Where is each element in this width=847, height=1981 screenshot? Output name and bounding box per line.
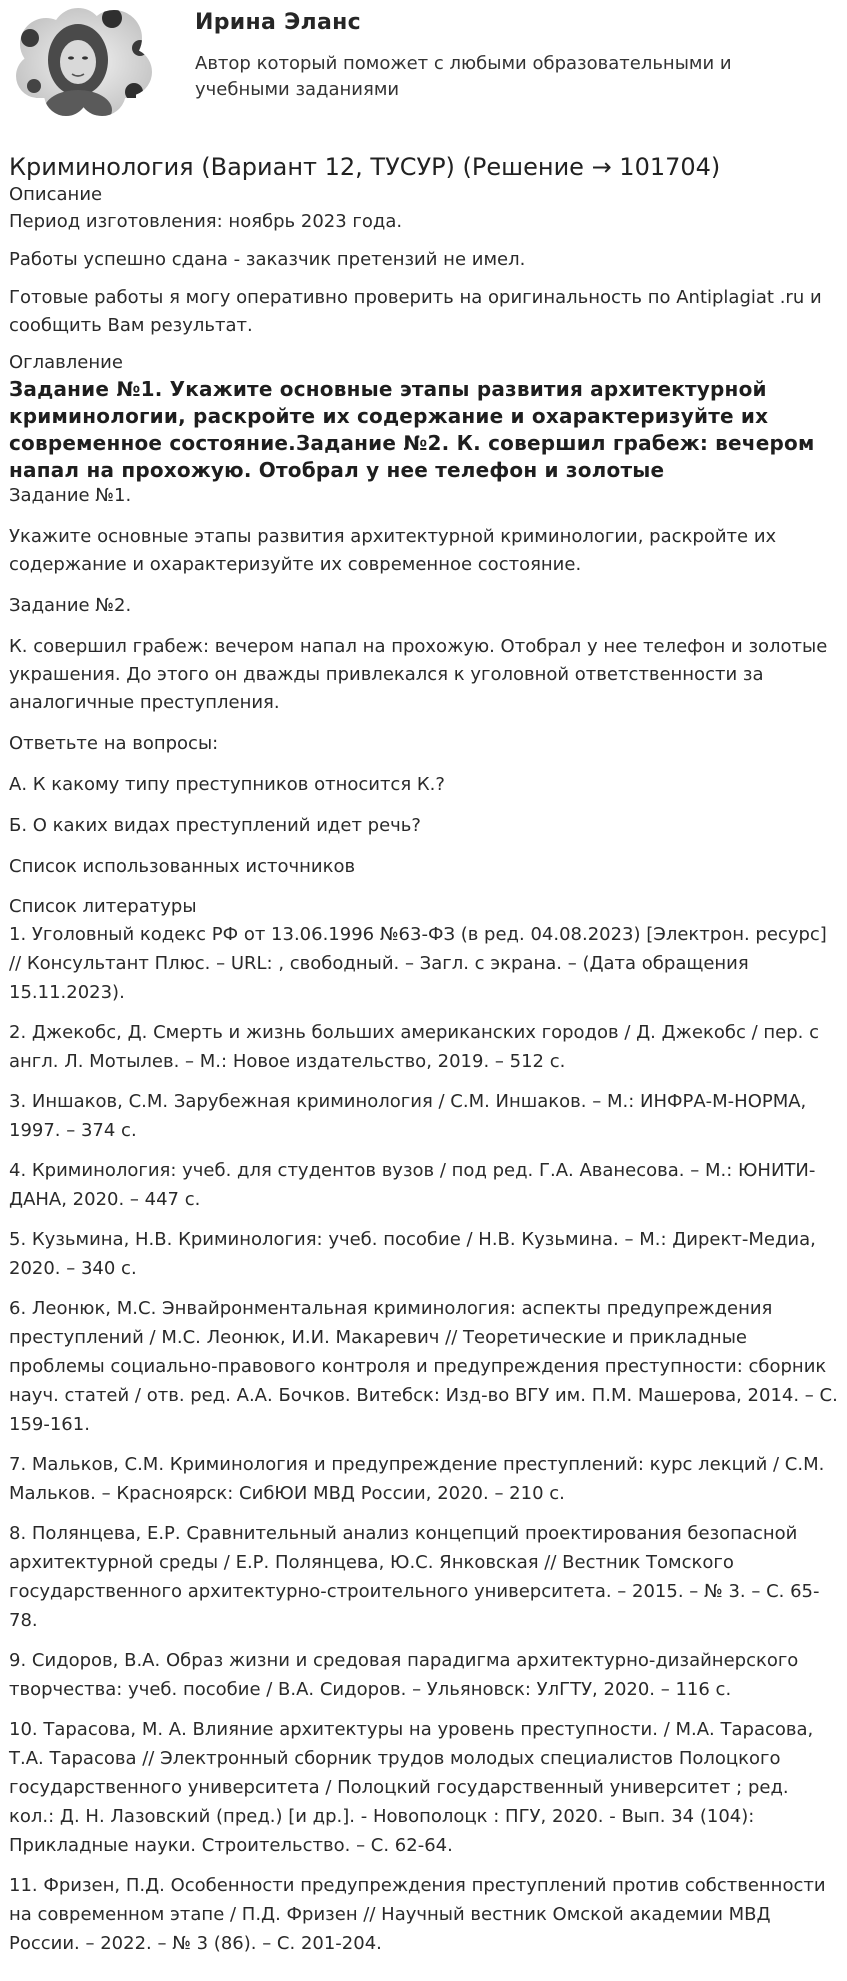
contents-label: Оглавление [9, 352, 123, 373]
literature-list [9, 920, 838, 1958]
list-item: 9. Сидоров, В.А. Образ жизни и средовая парадигма архитектурно-дизайнерского творчества: учеб. пособие / В.А. Сидоров. – Ульяновск: УлГТУ, 2020. – 116 с. [9, 1650, 799, 1700]
list-item: 6. Леонюк, М.С. Энвайронментальная криминология: аспекты предупреждения преступлений / М.С. Леонюк, И.И. Макаревич // Теоретические и прикладные проблемы социально-правового контроля и предупреждения преступности: сборник науч. статей / отв. ред. А.А. Бочков. Витебск: Изд-во ВГУ им. П.М. Машерова, 2014. – С. 159-161. [9, 1298, 838, 1435]
description-period: Период изготовления: ноябрь 2023 года. [9, 211, 403, 232]
list-item: 8. Полянцева, Е.Р. Сравнительный анализ концепций проектирования безопасной архитектурной среды / Е.Р. Полянцева, Ю.С. Янковская // Вестник Томского государственного архитектурно-строительного университета. – 2015. – № 3. – С. 65-78. [9, 1523, 820, 1631]
description-offer: Готовые работы я могу оперативно проверить на оригинальность по Antiplagiat .ru и сообщить Вам результат. [9, 287, 822, 336]
avatar-photo-icon [16, 8, 154, 116]
task2-title: Задание №2. [9, 595, 132, 616]
list-item: 4. Криминология: учеб. для студентов вузов / под ред. Г.А. Аванесова. – М.: ЮНИТИ-ДАНА, 2020. – 447 с. [9, 1160, 816, 1210]
questions-label: Ответьте на вопросы: [9, 733, 219, 754]
list-item: 11. Фризен, П.Д. Особенности предупреждения преступлений против собственности на современном этапе / П.Д. Фризен // Научный вестник Омской академии МВД России. – 2022. – № 3 (86). – С. 201-204. [9, 1875, 826, 1954]
work-title: Криминология (Вариант 12, ТУСУР) (Решение → 101704) [9, 153, 721, 181]
description-status: Работы успешно сдана - заказчик претензий не имел. [9, 249, 526, 270]
list-item: 3. Иншаков, С.М. Зарубежная криминология / С.М. Иншаков. – М.: ИНФРА-М-НОРМА, 1997. – 374 с. [9, 1091, 807, 1141]
author-card [9, 0, 838, 125]
description-label: Описание [9, 184, 103, 205]
question-a: А. К какому типу преступников относится К.? [9, 774, 445, 795]
contents-summary: Задание №1. Укажите основные этапы развития архитектурной криминологии, раскройте их содержание и охарактеризуйте их современное состояние.Задание №2. К. совершил грабеж: вечером напал на прохожую. Отобрал у нее телефон и золотые [9, 377, 815, 482]
list-item: 10. Тарасова, М. А. Влияние архитектуры на уровень преступности. / М.А. Тарасова, Т.А. Тарасова // Электронный сборник трудов молодых специалистов Полоцкого государственного университета / Полоцкий государственный университет ; ред. кол.: Д. Н. Лазовский (пред.) [и др.]. - Новополоцк : ПГУ, 2020. - Вып. 34 (104): Прикладные науки. Строительство. – С. 62-64. [9, 1719, 814, 1856]
list-item: 7. Мальков, С.М. Криминология и предупреждение преступлений: курс лекций / С.М. Мальков. – Красноярск: СибЮИ МВД России, 2020. – 210 с. [9, 1454, 825, 1504]
author-avatar[interactable] [16, 8, 154, 116]
question-b: Б. О каких видах преступлений идет речь? [9, 815, 421, 836]
literature-label: Список литературы [9, 896, 197, 917]
sources-label: Список использованных источников [9, 856, 356, 877]
task1-title: Задание №1. [9, 485, 132, 506]
task1-text: Укажите основные этапы развития архитектурной криминологии, раскройте их содержание и охарактеризуйте их современное состояние. [9, 526, 777, 575]
author-description: Автор который поможет с любыми образовательными и учебными заданиями [195, 53, 732, 100]
author-name[interactable]: Ирина Эланс [195, 10, 361, 35]
list-item: 1. Уголовный кодекс РФ от 13.06.1996 №63-ФЗ (в ред. 04.08.2023) [Электрон. ресурс] // Консультант Плюс. – URL: , свободный. – Загл. с экрана. – (Дата обращения 15.11.2023). [9, 924, 827, 1003]
list-item: 2. Джекобс, Д. Смерть и жизнь больших американских городов / Д. Джекобс / пер. с англ. Л. Мотылев. – М.: Новое издательство, 2019. – 512 с. [9, 1022, 819, 1072]
task2-text: К. совершил грабеж: вечером напал на прохожую. Отобрал у нее телефон и золотые украшения. До этого он дважды привлекался к уголовной ответственности за аналогичные преступления. [9, 636, 828, 713]
list-item: 5. Кузьмина, Н.В. Криминология: учеб. пособие / Н.В. Кузьмина. – М.: Директ-Медиа, 2020. – 340 с. [9, 1229, 816, 1279]
